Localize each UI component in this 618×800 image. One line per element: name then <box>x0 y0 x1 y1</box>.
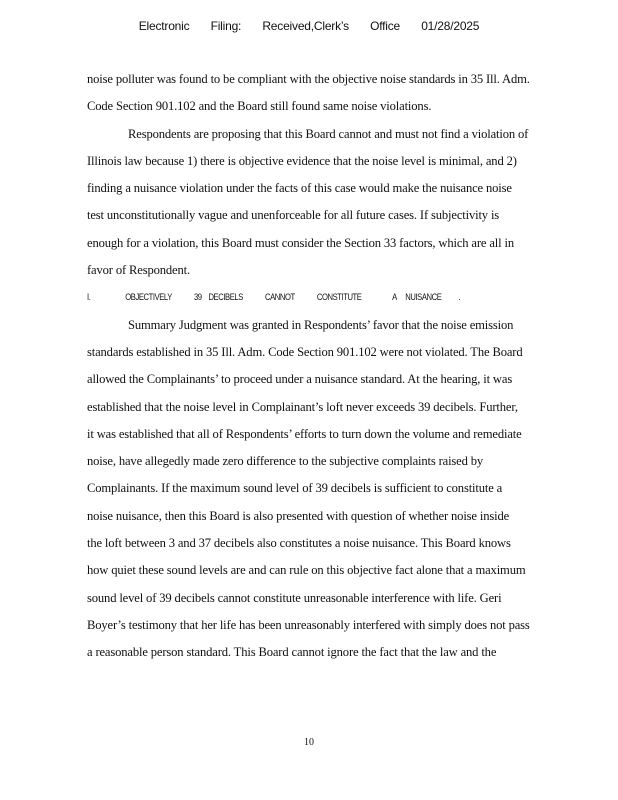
text-line: noise polluter was found to be compliant with the objective noise standards in 35 Ill. Adm. <box>87 72 530 86</box>
page-number: 10 <box>304 737 314 748</box>
heading-word: OBJECTIVELY <box>125 292 172 303</box>
text-line: noise, have allegedly made zero difference to the subjective complaints raised by <box>87 454 484 469</box>
text-line: how quiet these sound levels are and can rule on this objective fact alone that a maximum <box>87 563 526 578</box>
text-line: Summary Judgment was granted in Respondents’ favor that the noise emission <box>128 317 514 332</box>
text-line: noise nuisance, then this Board is also presented with question of whether noise inside <box>87 508 510 523</box>
heading-number: I. <box>87 292 91 303</box>
text-line: standards established in 35 Ill. Adm. Code Section 901.102 were not violated. The Board <box>87 344 523 359</box>
text-line: favor of Respondent. <box>87 263 190 278</box>
text-line: it was established that all of Respondents’ efforts to turn down the volume and remediate <box>87 426 522 441</box>
text-line: enough for a violation, this Board must consider the Section 33 factors, which are all in <box>87 235 514 250</box>
header-office: Office <box>370 19 401 33</box>
heading-word: CANNOT <box>264 292 295 303</box>
header-date: 01/28/2025 <box>421 19 480 33</box>
text-line: established that the noise level in Complainant’s loft never exceeds 39 decibels. Further, <box>87 399 518 414</box>
text-line: Complainants. If the maximum sound level of 39 decibels is sufficient to constitute a <box>87 481 503 496</box>
text-line: a reasonable person standard. This Board cannot ignore the fact that the law and the <box>87 645 497 660</box>
text-line: Respondents are proposing that this Board cannot and must not find a violation of <box>128 126 529 141</box>
document-body <box>87 66 582 667</box>
paragraph-group-1 <box>87 66 582 284</box>
section-heading <box>87 284 508 311</box>
header-filing: Filing: <box>210 19 242 33</box>
text-line: allowed the Complainants’ to proceed under a nuisance standard. At the hearing, it was <box>87 372 513 387</box>
heading-word: NUISANCE <box>405 292 442 303</box>
heading-word: 39 <box>193 292 202 303</box>
filing-stamp-header <box>0 19 618 33</box>
paragraph-group-2 <box>87 312 582 667</box>
header-electronic: Electronic <box>138 19 190 33</box>
heading-word: A <box>392 292 397 303</box>
text-line: test unconstitutionally vague and unenforceable for all future cases. If subjectivity is <box>87 208 500 223</box>
heading-word: DECIBELS <box>208 292 243 303</box>
text-line: Boyer’s testimony that her life has been unreasonably interfered with simply does not pass <box>87 617 530 632</box>
heading-period: . <box>458 292 461 303</box>
text-line: Code Section 901.102 and the Board still found same noise violations. <box>87 99 432 114</box>
text-line: the loft between 3 and 37 decibels also constitutes a noise nuisance. This Board knows <box>87 536 511 551</box>
text-line: sound level of 39 decibels cannot constitute unreasonable interference with life. Geri <box>87 590 502 605</box>
text-line: Illinois law because 1) there is objective evidence that the noise level is minimal, and 2) <box>87 153 517 168</box>
header-received: Received,Clerk’s <box>262 19 349 33</box>
text-line: finding a nuisance violation under the facts of this case would make the nuisance noise <box>87 181 512 196</box>
heading-word: CONSTITUTE <box>316 292 362 303</box>
